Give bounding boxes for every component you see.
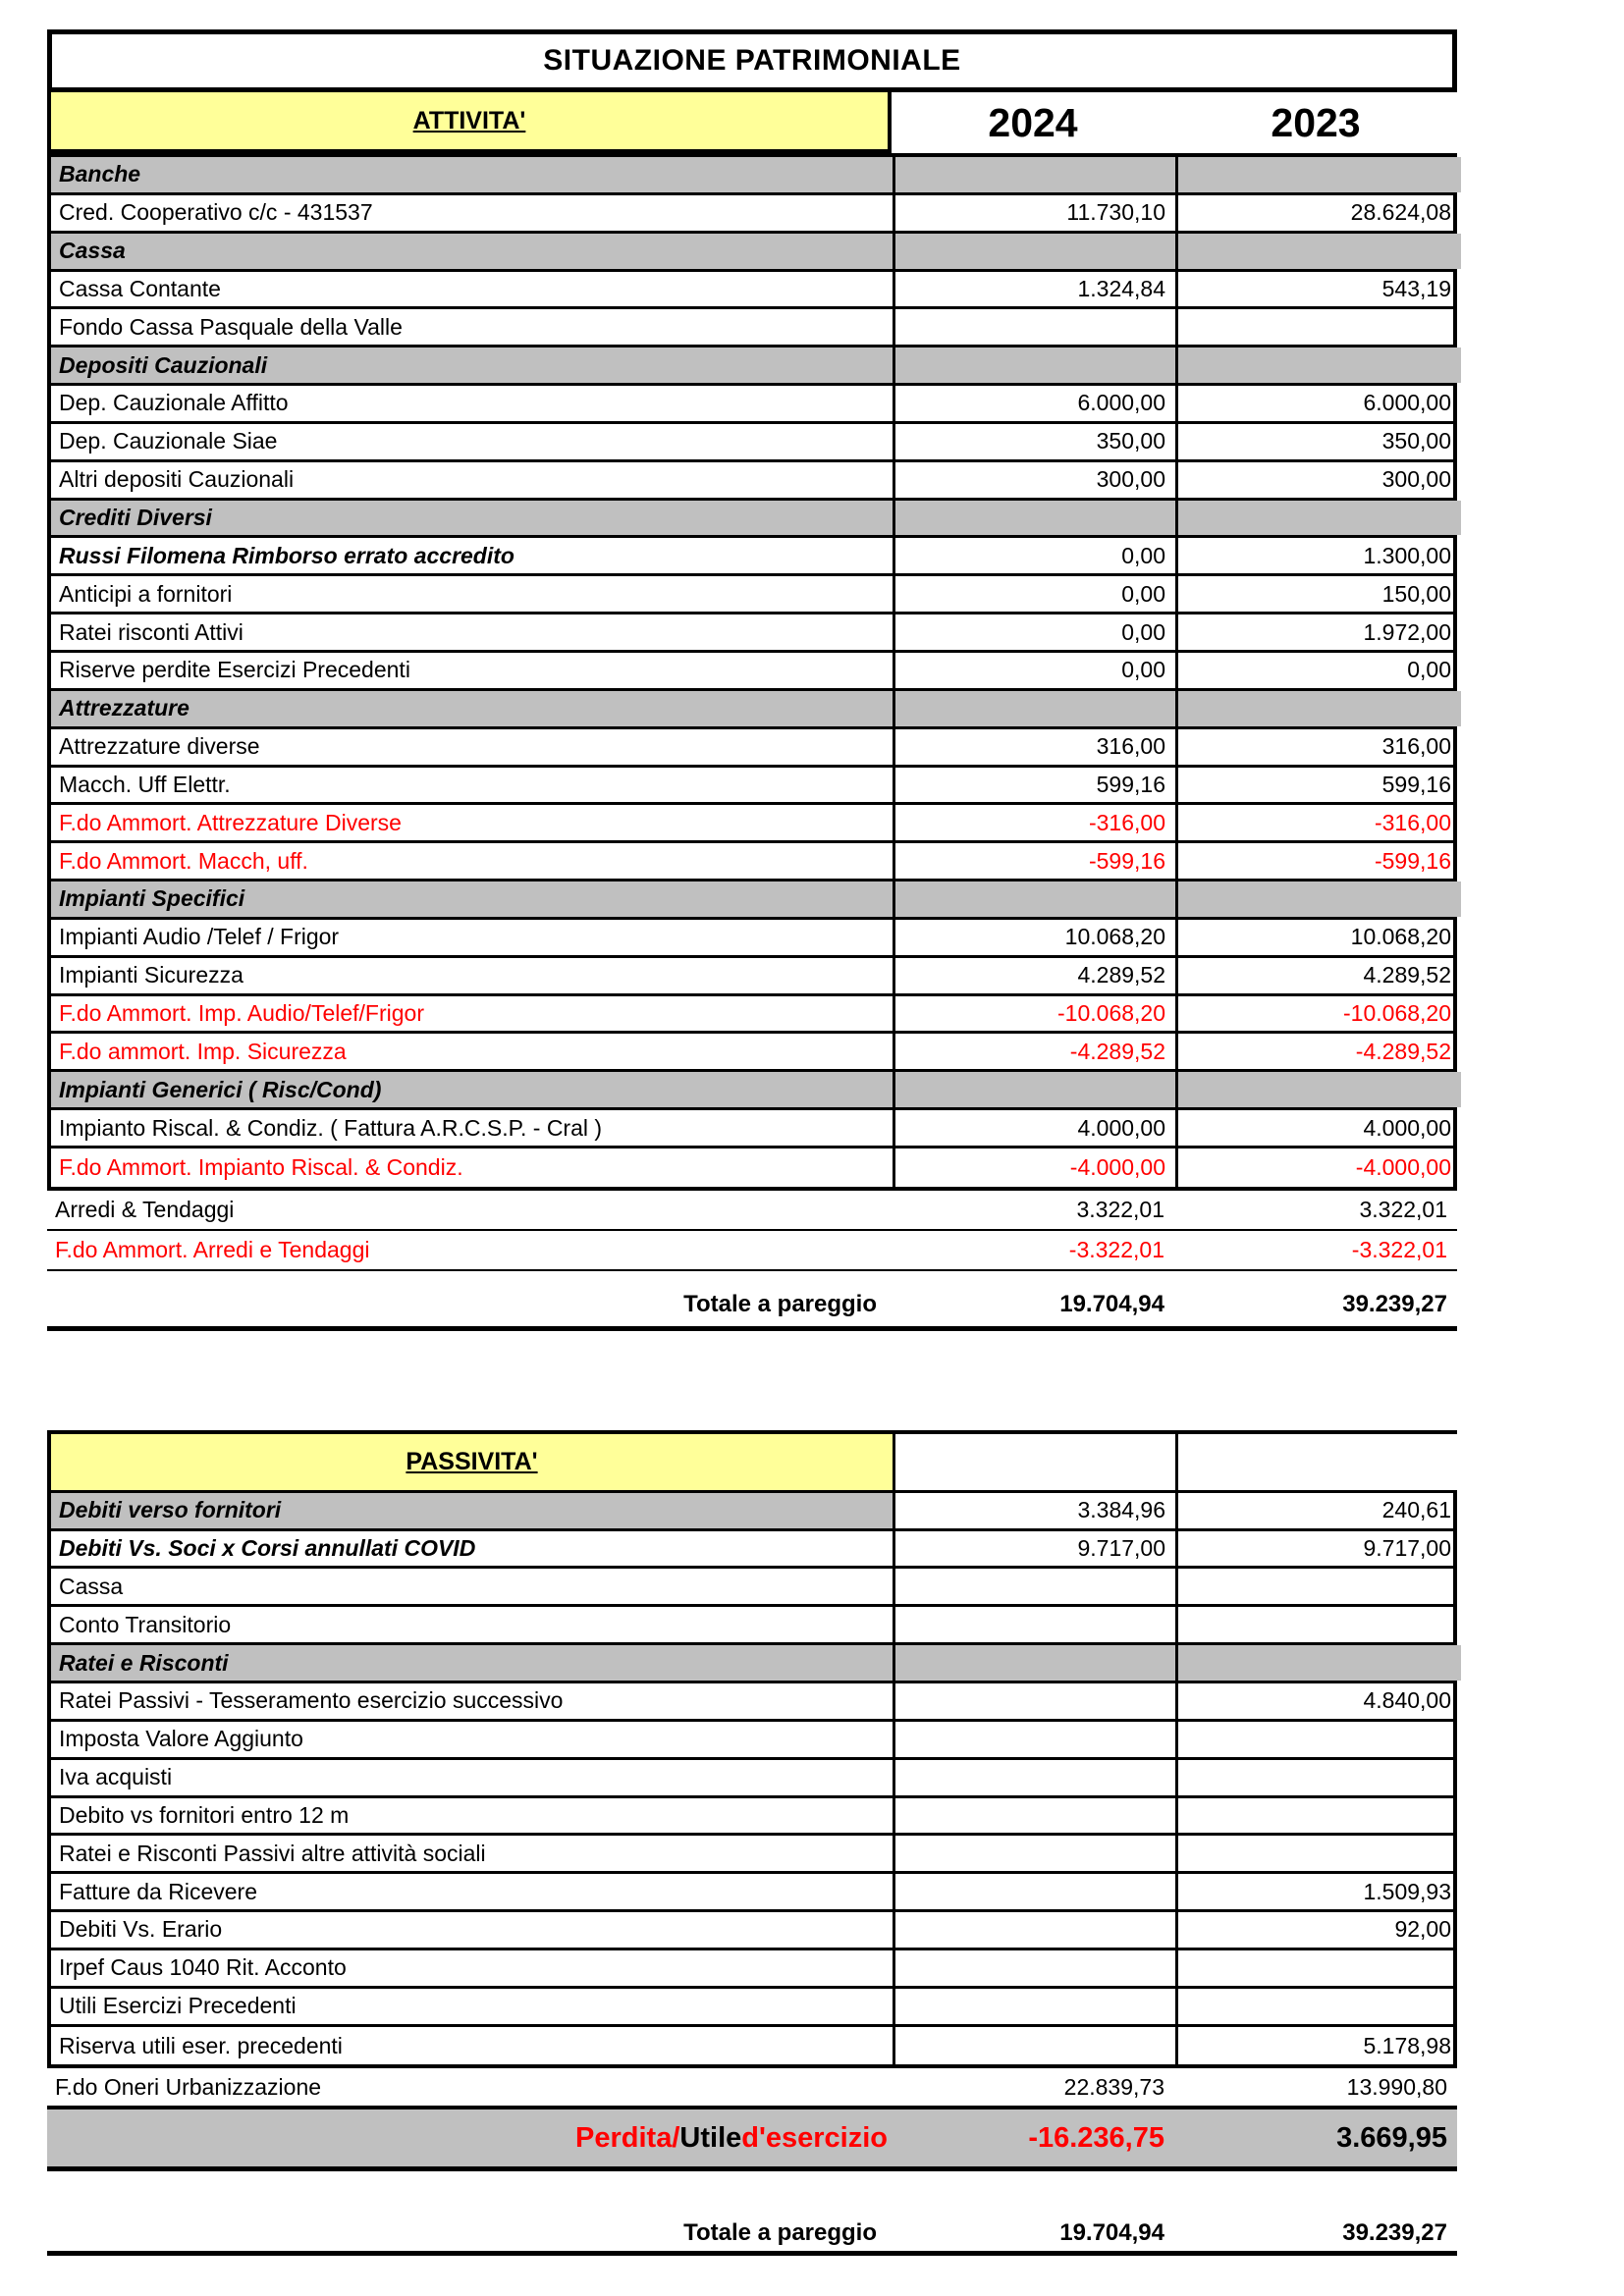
row-value-2023 [1178,1569,1461,1604]
row-value-2023 [1178,1989,1461,2024]
table-row [51,157,1453,195]
table-row [51,1569,1453,1607]
row-label: Impianti Sicurezza [51,958,895,993]
row-value-2024: 11.730,10 [895,195,1178,231]
row-label: Macch. Uff Elettr. [51,768,895,803]
row-value-2023: 150,00 [1381,580,1451,607]
row-value-2023: 1.300,00 [1363,542,1451,568]
attivita-extra-rows [47,1191,1457,1271]
row-value-2023: 350,00 [1381,428,1451,454]
row-value-2024 [895,1722,1178,1757]
row-label: Cassa [51,234,895,269]
table-row [51,920,1453,958]
row-value-2024: 6.000,00 [895,386,1178,421]
attivita-header-row [47,92,1457,153]
table-row [51,614,1453,653]
row-value-2023: 0,00 [1407,657,1451,683]
row-value-2024 [895,1836,1178,1871]
row-value-2023 [1178,1645,1461,1681]
row-label: F.do ammort. Imp. Sicurezza [51,1034,895,1069]
row-label: Anticipi a fornitori [51,576,895,612]
row-value-2024 [895,309,1178,345]
table-row [51,2027,1453,2065]
table-row [51,805,1453,843]
year-2023-header: 2023 [1271,99,1361,145]
row-value-2023 [1178,1950,1461,1986]
table-row [51,424,1453,462]
row-value-2023: 4.289,52 [1363,962,1451,988]
row-label: Russi Filomena Rimborso errato accredito [51,538,895,573]
row-label: Impianti Audio /Telef / Frigor [51,920,895,955]
row-value-2023: 5.178,98 [1363,2032,1451,2058]
row-value-2024: 599,16 [895,768,1178,803]
row-value-2024: 4.000,00 [895,1110,1178,1146]
row-value-2024: -3.322,01 [1068,1236,1164,1262]
row-value-2024 [895,691,1178,726]
row-value-2023: 599,16 [1381,771,1451,797]
row-value-2024 [895,1607,1178,1642]
row-label: Attrezzature [51,691,895,726]
passivita-header-row [51,1434,1453,1493]
row-value-2024: 0,00 [895,614,1178,650]
result-label-part: d'esercizio [741,2121,888,2154]
passivita-table [47,1430,1457,2069]
table-row [51,538,1453,576]
balance-sheet [47,29,1457,2256]
table-row [51,195,1453,234]
table-row [51,1722,1453,1760]
attivita-total-row [47,1283,1457,1331]
row-label: Debito vs fornitori entro 12 m [51,1798,895,1834]
row-value-2023: 6.000,00 [1363,390,1451,416]
table-row [47,2068,1457,2109]
table-row [51,462,1453,501]
passivita-extra-rows [47,2068,1457,2109]
row-label: F.do Ammort. Macch, uff. [51,843,895,879]
row-label: Ratei risconti Attivi [51,614,895,650]
row-value-2023: -3.322,01 [1351,1236,1447,1262]
total-value-2024: 19.704,94 [1059,1290,1164,1317]
row-value-2023: 240,61 [1381,1497,1451,1523]
row-label: Cassa Contante [51,272,895,307]
row-value-2023: 9.717,00 [1363,1535,1451,1562]
table-row [51,1912,1453,1950]
row-value-2024 [895,1072,1178,1107]
row-value-2024: -599,16 [895,843,1178,879]
total-value-2024: 19.704,94 [1059,2218,1164,2246]
row-label: Attrezzature diverse [51,729,895,765]
table-row [51,729,1453,768]
table-row [51,1874,1453,1912]
row-label: Impianti Generici ( Risc/Cond) [51,1072,895,1107]
row-label: Ratei e Risconti [51,1645,895,1681]
row-value-2023: 13.990,80 [1346,2073,1447,2100]
row-value-2024 [895,881,1178,917]
row-value-2024: 1.324,84 [895,272,1178,307]
row-value-2024: 0,00 [895,538,1178,573]
row-label: Debiti verso fornitori [51,1493,895,1528]
table-row [51,386,1453,424]
row-value-2023: 4.840,00 [1363,1687,1451,1714]
row-value-2024: 22.839,73 [1063,2073,1164,2100]
row-value-2023: 10.068,20 [1350,924,1451,950]
row-label: Crediti Diversi [51,501,895,536]
row-label: Arredi & Tendaggi [55,1196,235,1222]
row-value-2024 [895,234,1178,269]
row-value-2023 [1178,347,1461,383]
table-row [51,1950,1453,1989]
row-value-2023 [1178,1072,1461,1107]
row-value-2024: 3.384,96 [895,1493,1178,1528]
row-value-2024: -4.289,52 [895,1034,1178,1069]
row-label: Banche [51,157,895,192]
row-label: Irpef Caus 1040 Rit. Acconto [51,1950,895,1986]
row-value-2023 [1178,157,1461,192]
table-row [51,1034,1453,1072]
row-value-2023: -4.289,52 [1355,1038,1451,1064]
report-title: SITUAZIONE PATRIMONIALE [47,29,1457,92]
row-label: Dep. Cauzionale Siae [51,424,895,459]
table-row [51,691,1453,729]
row-value-2024 [895,347,1178,383]
row-value-2024: 0,00 [895,653,1178,688]
result-label-part: Utile [679,2121,742,2154]
table-row [51,958,1453,996]
passivita-header-empty-2024 [895,1434,1178,1490]
row-value-2023: -599,16 [1374,847,1451,874]
result-row [47,2109,1457,2171]
table-row [51,1645,1453,1683]
row-value-2024 [895,1683,1178,1719]
result-label [47,2109,892,2166]
table-row [51,1148,1453,1187]
row-label: F.do Oneri Urbanizzazione [55,2073,322,2100]
row-label: F.do Ammort. Attrezzature Diverse [51,805,895,840]
row-label: Fatture da Ricevere [51,1874,895,1909]
row-value-2024: 300,00 [895,462,1178,498]
row-label: Impianto Riscal. & Condiz. ( Fattura A.R.C.S.P. - Cral ) [51,1110,895,1146]
row-label: Imposta Valore Aggiunto [51,1722,895,1757]
table-row [47,1231,1457,1271]
row-label: Ratei Passivi - Tesseramento esercizio successivo [51,1683,895,1719]
row-label: Debiti Vs. Soci x Corsi annullati COVID [51,1531,895,1567]
passivita-rows [51,1493,1453,2065]
attivita-table [47,153,1457,1191]
table-row [51,234,1453,272]
table-row [51,1531,1453,1570]
row-value-2023 [1178,1722,1461,1757]
table-row [51,1760,1453,1798]
attivita-header: ATTIVITA' [47,92,892,153]
row-value-2024: 10.068,20 [895,920,1178,955]
row-value-2024 [895,1874,1178,1909]
total-value-2023: 39.239,27 [1342,2218,1447,2246]
row-label: Depositi Cauzionali [51,347,895,383]
row-value-2023 [1178,309,1461,345]
row-value-2023: 300,00 [1381,466,1451,493]
row-label: Iva acquisti [51,1760,895,1795]
row-value-2023: 543,19 [1381,275,1451,301]
row-value-2024 [895,1912,1178,1948]
table-row [51,768,1453,806]
row-label: Cassa [51,1569,895,1604]
table-row [51,576,1453,614]
row-label: F.do Ammort. Imp. Audio/Telef/Frigor [51,996,895,1032]
result-value-2024: -16.236,75 [1028,2121,1164,2154]
table-row [51,843,1453,881]
row-value-2023: 1.972,00 [1363,618,1451,645]
row-value-2024: 4.289,52 [895,958,1178,993]
row-value-2024: 3.322,01 [1076,1196,1164,1222]
table-row [51,1072,1453,1110]
row-label: Riserva utili eser. precedenti [51,2027,895,2065]
row-value-2024 [895,1645,1178,1681]
row-value-2023 [1178,234,1461,269]
year-2024-header: 2024 [988,99,1078,145]
row-label: F.do Ammort. Impianto Riscal. & Condiz. [51,1148,895,1187]
row-value-2024 [895,1569,1178,1604]
row-label: Altri depositi Cauzionali [51,462,895,498]
result-label-part: Perdita/ [575,2121,680,2154]
row-value-2023: 3.322,01 [1359,1196,1447,1222]
row-value-2023: 92,00 [1394,1916,1451,1943]
row-value-2023 [1178,501,1461,536]
result-value-2023: 3.669,95 [1336,2121,1447,2154]
table-row [51,1989,1453,2027]
total-value-2023: 39.239,27 [1342,1290,1447,1317]
row-value-2024: -10.068,20 [895,996,1178,1032]
table-row [47,1191,1457,1231]
row-value-2023 [1178,1760,1461,1795]
row-value-2024 [895,2027,1178,2065]
row-value-2023 [1178,881,1461,917]
total-label: Totale a pareggio [683,2218,877,2246]
row-label: Fondo Cassa Pasquale della Valle [51,309,895,345]
row-label: Ratei e Risconti Passivi altre attività sociali [51,1836,895,1871]
total-label: Totale a pareggio [683,1290,877,1317]
table-row [51,501,1453,539]
row-label: Utili Esercizi Precedenti [51,1989,895,2024]
table-row [51,1607,1453,1645]
row-value-2023 [1178,1836,1461,1871]
row-label: Impianti Specifici [51,881,895,917]
row-value-2023: -4.000,00 [1355,1153,1451,1180]
table-row [51,309,1453,347]
row-label: Debiti Vs. Erario [51,1912,895,1948]
passivita-header-empty-2023 [1178,1434,1461,1490]
passivita-total-row [47,2215,1457,2256]
table-row [51,996,1453,1035]
row-value-2024 [895,1989,1178,2024]
table-row [51,881,1453,920]
row-value-2024: 316,00 [895,729,1178,765]
row-value-2024: 350,00 [895,424,1178,459]
row-value-2024 [895,1760,1178,1795]
row-value-2023: 28.624,08 [1350,199,1451,226]
table-row [51,272,1453,310]
row-value-2023: -10.068,20 [1343,999,1451,1026]
row-value-2024 [895,157,1178,192]
table-row [51,1836,1453,1874]
table-row [51,653,1453,691]
table-row [51,1683,1453,1722]
row-value-2023: -316,00 [1374,809,1451,835]
row-value-2023: 4.000,00 [1363,1114,1451,1141]
row-value-2024 [895,501,1178,536]
row-label: Cred. Cooperativo c/c - 431537 [51,195,895,231]
row-value-2023 [1178,1798,1461,1834]
table-row [51,1798,1453,1837]
table-row [51,1110,1453,1148]
row-value-2024: -4.000,00 [895,1148,1178,1187]
row-value-2024: 9.717,00 [895,1531,1178,1567]
table-row [51,347,1453,386]
passivita-header: PASSIVITA' [51,1434,895,1490]
row-value-2024: -316,00 [895,805,1178,840]
row-value-2023 [1178,691,1461,726]
row-value-2023: 316,00 [1381,733,1451,760]
row-value-2024 [895,1798,1178,1834]
row-value-2024 [895,1950,1178,1986]
row-label: F.do Ammort. Arredi e Tendaggi [55,1236,370,1262]
row-value-2023: 1.509,93 [1363,1878,1451,1904]
row-label: Dep. Cauzionale Affitto [51,386,895,421]
row-label: Riserve perdite Esercizi Precedenti [51,653,895,688]
row-label: Conto Transitorio [51,1607,895,1642]
table-row [51,1493,1453,1531]
row-value-2024: 0,00 [895,576,1178,612]
row-value-2023 [1178,1607,1461,1642]
